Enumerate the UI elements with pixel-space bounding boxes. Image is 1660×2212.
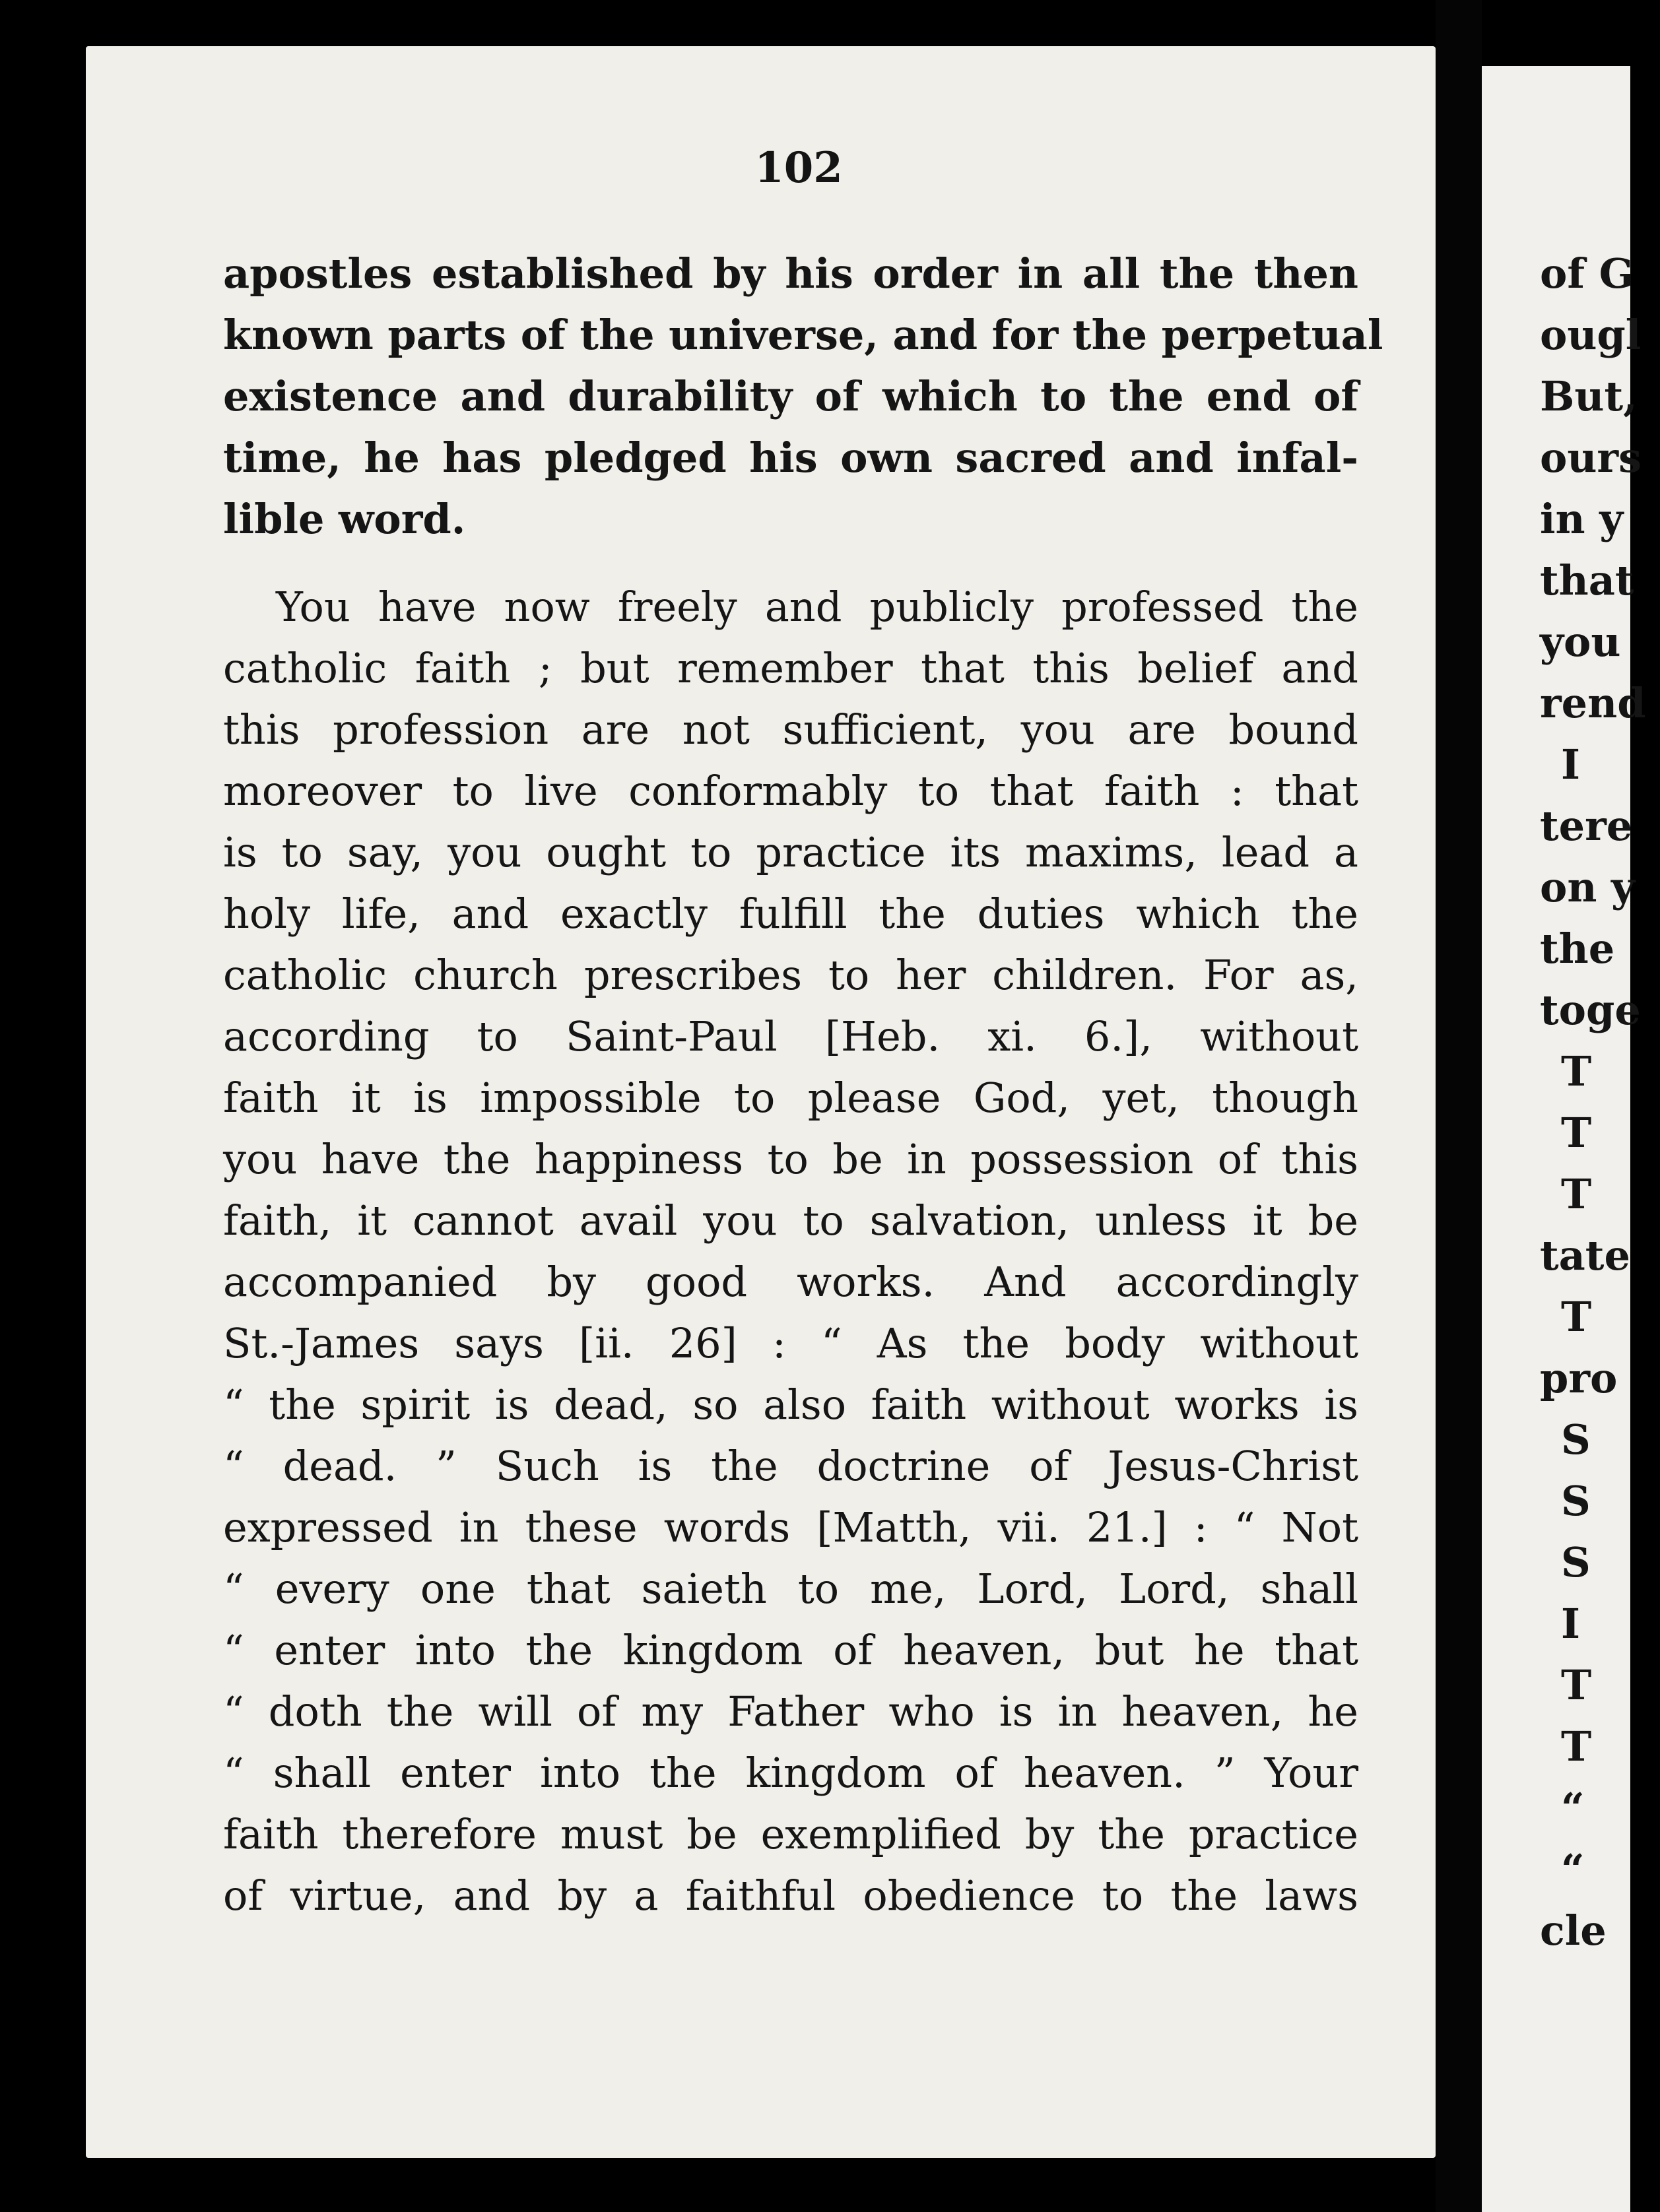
right-page-fragment: “ xyxy=(1561,1784,1585,1832)
text-line: expressed in these words [Matth, vii. 21.] : “ Not xyxy=(223,1503,1358,1551)
right-page-fragment: that xyxy=(1540,556,1634,604)
right-page-fragment: of G xyxy=(1540,249,1634,298)
text-line: “ every one that saieth to me, Lord, Lord, shall xyxy=(223,1565,1358,1613)
text-line: you have the happiness to be in possession of this xyxy=(223,1135,1358,1183)
text-line: known parts of the universe, and for the perpetual xyxy=(223,311,1383,359)
right-page-fragment: T xyxy=(1561,1109,1592,1157)
right-page-fragment: T xyxy=(1561,1293,1592,1341)
text-line: “ doth the will of my Father who is in heaven, he xyxy=(223,1687,1358,1736)
right-page-fragment: in y xyxy=(1540,495,1624,543)
text-line: faith it is impossible to please God, yet, though xyxy=(223,1074,1358,1122)
right-page-fragment: I xyxy=(1561,1600,1581,1648)
right-page-fragment: T xyxy=(1561,1722,1592,1771)
text-line: holy life, and exactly fulfill the duties which the xyxy=(223,890,1358,938)
text-line: lible word. xyxy=(223,495,466,543)
text-line: “ dead. ” Such is the doctrine of Jesus-Christ xyxy=(223,1442,1358,1490)
text-line: faith, it cannot avail you to salvation, unless it be xyxy=(223,1196,1358,1245)
right-page-fragment: you xyxy=(1540,618,1621,666)
text-line: of virtue, and by a faithful obedience to the laws xyxy=(223,1871,1358,1920)
page-number: 102 xyxy=(754,143,843,193)
text-line: “ shall enter into the kingdom of heaven. ” Your xyxy=(223,1749,1358,1797)
right-page-fragment: cle xyxy=(1540,1906,1607,1955)
right-page-fragment: rend xyxy=(1540,679,1646,727)
right-page-fragment: “ xyxy=(1561,1845,1585,1893)
right-page-fragment: tate xyxy=(1540,1231,1630,1280)
right-page-fragment: I xyxy=(1561,740,1581,789)
right-page-fragment: T xyxy=(1561,1661,1592,1709)
text-line: catholic church prescribes to her children. For as, xyxy=(223,951,1358,999)
right-page-fragment: toge xyxy=(1540,986,1641,1034)
text-line: is to say, you ought to practice its maxims, lead a xyxy=(223,828,1358,876)
text-line: according to Saint-Paul [Heb. xi. 6.], without xyxy=(223,1012,1358,1060)
right-page-fragment: on y xyxy=(1540,863,1636,911)
text-line: apostles established by his order in all the then xyxy=(223,249,1358,298)
right-page-fragment: S xyxy=(1561,1538,1591,1586)
text-line: moreover to live conformably to that faith : that xyxy=(223,767,1358,815)
text-line: existence and durability of which to the end of xyxy=(223,372,1358,420)
text-line: time, he has pledged his own sacred and infal- xyxy=(223,434,1358,482)
right-page-fragment: S xyxy=(1561,1477,1591,1525)
right-page-fragment: ougl xyxy=(1540,311,1642,359)
text-line: this profession are not sufficient, you are bound xyxy=(223,705,1358,754)
right-page-fragment: tere xyxy=(1540,802,1633,850)
right-page-fragment: T xyxy=(1561,1170,1592,1218)
right-page-fragment: But, xyxy=(1540,372,1638,420)
text-line: “ enter into the kingdom of heaven, but he that xyxy=(223,1626,1358,1674)
text-line: accompanied by good works. And accordingly xyxy=(223,1258,1358,1306)
book-gutter xyxy=(1436,0,1482,2212)
text-line: faith therefore must be exemplified by the practice xyxy=(223,1810,1358,1858)
text-line: “ the spirit is dead, so also faith without works is xyxy=(223,1381,1358,1429)
right-page-fragment: S xyxy=(1561,1415,1591,1464)
right-page-fragment: pro xyxy=(1540,1354,1618,1402)
text-line: You have now freely and publicly professed the xyxy=(276,583,1358,631)
right-page-fragment: the xyxy=(1540,925,1615,973)
right-page-fragment: T xyxy=(1561,1047,1592,1095)
text-line: catholic faith ; but remember that this belief and xyxy=(223,644,1358,692)
right-page-fragment: ours xyxy=(1540,434,1642,482)
text-line: St.-James says [ii. 26] : “ As the body without xyxy=(223,1319,1358,1367)
